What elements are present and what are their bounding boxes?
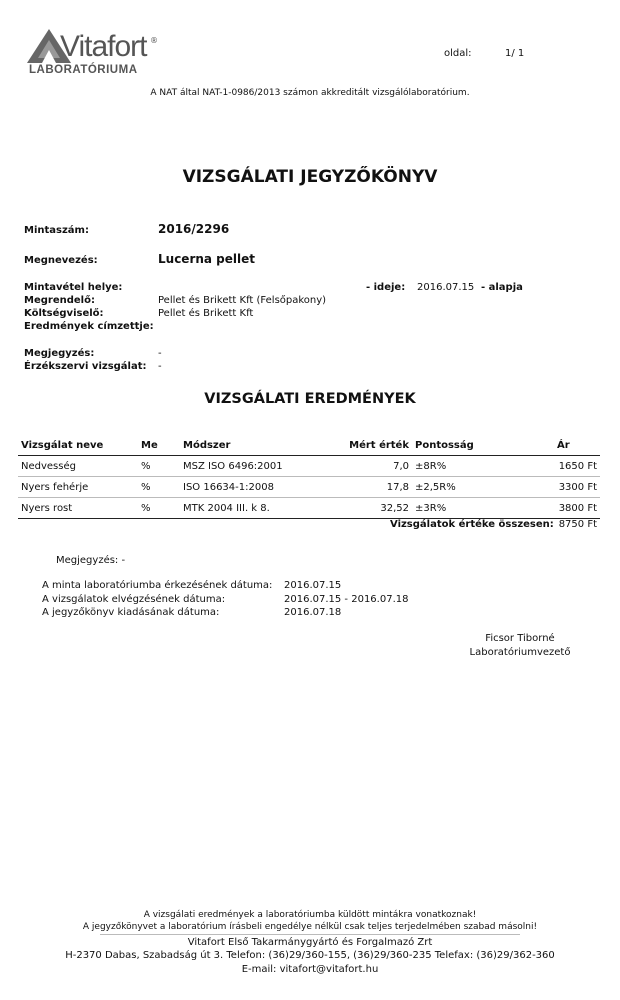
sensory-value: - <box>158 361 162 372</box>
recipient-label: Eredmények címzettje: <box>24 321 154 332</box>
sensory-label: Érzékszervi vizsgálat: <box>24 361 147 372</box>
footer-notice-2: A jegyzőkönyvet a laboratórium írásbeli engedélye nélkül csak teljes terjedelmében szabad másolni! <box>82 922 538 932</box>
page-number: 1/ 1 <box>505 48 525 59</box>
note-value: - <box>158 348 162 359</box>
sampling-place-label: Mintavétel helye: <box>24 282 123 293</box>
cost-bearer-value: Pellet és Brikett Kft <box>158 308 254 319</box>
arrival-date-label: A minta laboratóriumba érkezésének dátuma: <box>42 580 273 591</box>
col-header-precision: Pontosság <box>412 436 522 456</box>
orderer-value: Pellet és Brikett Kft (Felsőpakony) <box>158 295 327 306</box>
logo-registered-mark: ® <box>150 36 158 45</box>
col-header-measured-value: Mért érték <box>330 436 412 456</box>
footer-email: E-mail: vitafort@vitafort.hu <box>241 964 379 975</box>
table-header-row <box>18 436 600 456</box>
table-row <box>18 477 600 498</box>
col-header-method: Módszer <box>180 436 330 456</box>
results-table <box>18 436 600 519</box>
issue-date: 2016.07.18 <box>284 607 342 618</box>
results-title: VIZSGÁLATI EREDMÉNYEK <box>204 391 416 407</box>
sample-number-label: Mintaszám: <box>24 225 89 236</box>
cell-method: ISO 16634-1:2008 <box>180 477 330 498</box>
footer-company: Vitafort Első Takarmánygyártó és Forgalmazó Zrt <box>187 937 433 948</box>
cell-test-name: Nedvesség <box>18 456 138 477</box>
note-label: Megjegyzés: <box>24 348 95 359</box>
logo-subtitle: LABORATÓRIUMA <box>29 64 138 76</box>
cell-test-name: Nyers fehérje <box>18 477 138 498</box>
tests-date: 2016.07.15 - 2016.07.18 <box>284 594 409 605</box>
cell-price: 1650 Ft <box>522 456 600 477</box>
col-header-unit: Me <box>138 436 180 456</box>
cell-unit: % <box>138 477 180 498</box>
company-logo <box>26 26 166 78</box>
page-label: oldal: <box>444 48 472 59</box>
cell-measured-value: 32,52 <box>330 498 412 519</box>
cell-price: 3800 Ft <box>522 498 600 519</box>
cell-unit: % <box>138 456 180 477</box>
issue-date-label: A jegyzőkönyv kiadásának dátuma: <box>42 607 220 618</box>
sampling-basis-label: - alapja <box>481 282 523 293</box>
table-row <box>18 456 600 477</box>
tests-date-label: A vizsgálatok elvégzésének dátuma: <box>42 594 226 605</box>
footer-address: H-2370 Dabas, Szabadság út 3. Telefon: (36)29/360-155, (36)29/360-235 Telefax: (36)29/362-360 <box>65 950 555 961</box>
remark-text: Megjegyzés: - <box>56 555 126 566</box>
orderer-label: Megrendelő: <box>24 295 95 306</box>
document-title: VIZSGÁLATI JEGYZŐKÖNYV <box>182 167 438 187</box>
total-label: Vizsgálatok értéke összesen: <box>390 519 554 530</box>
arrival-date: 2016.07.15 <box>284 580 342 591</box>
sample-name-label: Megnevezés: <box>24 255 98 266</box>
logo-name: Vitafort <box>60 30 147 63</box>
col-header-test-name: Vizsgálat neve <box>18 436 138 456</box>
table-row <box>18 498 600 519</box>
cell-test-name: Nyers rost <box>18 498 138 519</box>
cell-precision: ±3R% <box>412 498 522 519</box>
sampling-date-label: - ideje: <box>366 282 406 293</box>
cell-method: MSZ ISO 6496:2001 <box>180 456 330 477</box>
sample-number: 2016/2296 <box>158 222 230 236</box>
cell-precision: ±8R% <box>412 456 522 477</box>
cell-unit: % <box>138 498 180 519</box>
sampling-date: 2016.07.15 <box>417 282 475 293</box>
signatory-name: Ficsor Tiborné <box>485 633 555 644</box>
cell-method: MTK 2004 III. k 8. <box>180 498 330 519</box>
cell-measured-value: 17,8 <box>330 477 412 498</box>
col-header-price: Ár <box>522 436 600 456</box>
cost-bearer-label: Költségviselő: <box>24 308 104 319</box>
sample-name: Lucerna pellet <box>158 252 256 266</box>
cell-precision: ±2,5R% <box>412 477 522 498</box>
cell-price: 3300 Ft <box>522 477 600 498</box>
total-value: 8750 Ft <box>558 519 597 530</box>
footer-notice-1: A vizsgálati eredmények a laboratóriumba küldött mintákra vonatkoznak! <box>143 910 477 920</box>
signatory-role: Laboratóriumvezető <box>469 647 571 658</box>
cell-measured-value: 7,0 <box>330 456 412 477</box>
footer-divider <box>100 934 520 935</box>
accreditation-text: A NAT által NAT-1-0986/2013 számon akkreditált vizsgálólaboratórium. <box>150 88 470 98</box>
